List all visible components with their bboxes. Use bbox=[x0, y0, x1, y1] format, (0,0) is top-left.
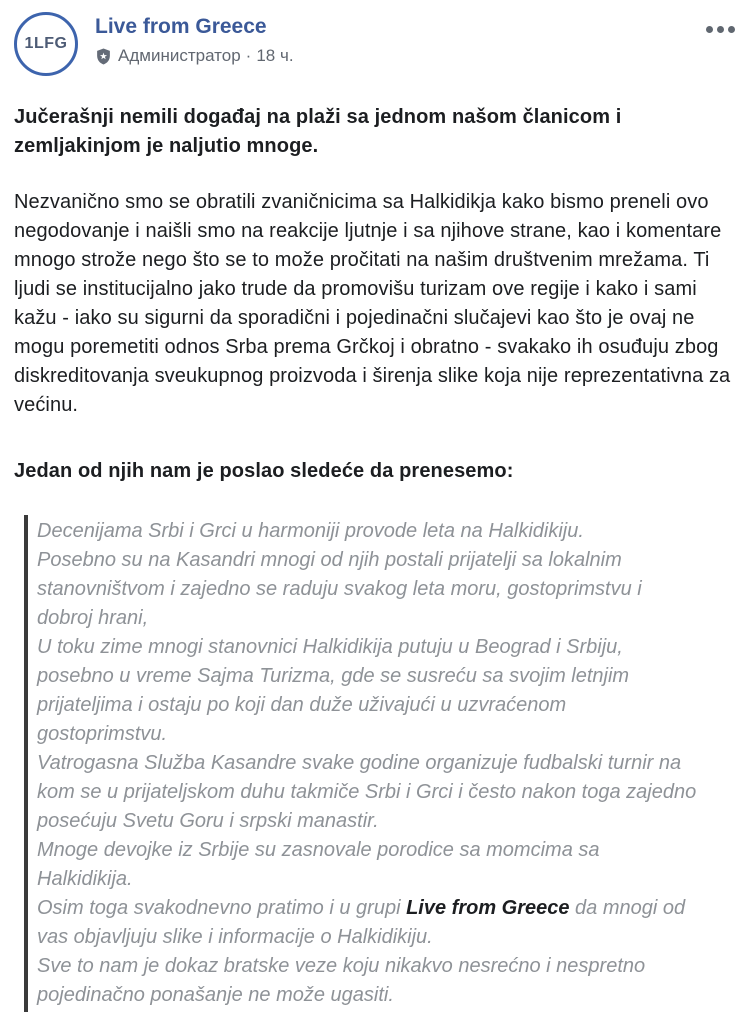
quote-line: Sve to nam je dokaz bratske veze koju nikakvo nesrećno i nespretno pojedinačno ponašanje ne može ugasiti. bbox=[37, 955, 646, 1006]
quote-line bbox=[37, 894, 740, 952]
quote-line-pre: Osim toga svakodnevno pratimo i u grupi bbox=[37, 897, 407, 919]
post-timestamp[interactable]: 18 ч. bbox=[256, 46, 294, 65]
quote-line: Posebno su na Kasandri mnogi od njih postali prijatelji sa lokalnim stanovništvom i zajedno se raduju svakog leta moru, gostoprimstvu i dobroj hrani, bbox=[37, 549, 642, 629]
quote-line: Decenijama Srbi i Grci u harmoniji provode leta na Halkidikiju. bbox=[37, 520, 584, 542]
post-meta bbox=[95, 46, 294, 66]
quoted-message bbox=[24, 515, 740, 1012]
quote-line: U toku zime mnogi stanovnici Halkidikija putuju u Beograd i Srbiju, posebno u vreme Sajma Turizma, gde se susreću sa svojim letnjim prijateljima i ostaju po koji dan duže uživajući u uzvraćenom gostoprimstvu. bbox=[37, 636, 630, 745]
post-intro-bold-text: Jučerašnji nemili događaj na plaži sa jednom našom članicom i zemljakinjom je naljutio mnoge. bbox=[14, 106, 622, 157]
meta-separator: · bbox=[245, 46, 252, 65]
post-header bbox=[14, 12, 740, 76]
quote-heading: Jedan od njih nam je poslao sledeće da prenesemo: bbox=[14, 460, 514, 482]
page-avatar[interactable] bbox=[14, 12, 78, 76]
group-name-bold: Live from Greece bbox=[406, 897, 570, 919]
page-name-link[interactable]: Live from Greece bbox=[95, 15, 267, 38]
post-paragraph: Nezvanično smo se obratili zvaničnicima sa Halkidikja kako bismo preneli ovo negodovanje i naišli smo na reakcije ljutnje i sa njihove strane, kao i komentare mnogo strože nego što se to može pročitati na našim društvenim mrežama. Ti ljudi se institucijalno jako trude da promovišu turizam ove regije i kako i sami kažu - iako su sigurni da sporadični i pojedinačni slučajevi kao što je ovaj ne mogu poremetiti odnos Srba prema Grčkoj i obratno - svakako ih osuđuju zbog diskreditovanja sveukupnog proizvoda i širenja slike koja nije reprezentativna za većinu. bbox=[14, 191, 731, 416]
admin-shield-icon bbox=[95, 48, 112, 65]
post-options-ellipsis-icon[interactable] bbox=[702, 22, 739, 37]
admin-role-label: Администратор bbox=[118, 46, 241, 65]
header-info bbox=[95, 12, 294, 66]
avatar-logo-text: 1LFG bbox=[24, 35, 68, 52]
quote-line: Vatrogasna Služba Kasandre svake godine organizuje fudbalski turnir na kom se u prijateljskom duhu takmiče Srbi i Grci i često nakon toga zajedno posećuju Svetu Goru i srpski manastir. bbox=[37, 752, 697, 832]
dot bbox=[728, 26, 735, 33]
dot bbox=[717, 26, 724, 33]
quote-line: Mnoge devojke iz Srbije su zasnovale porodice sa momcima sa Halkidikija. bbox=[37, 839, 600, 890]
dot bbox=[706, 26, 713, 33]
quote-line-post: da mnogi od vas objavljuju slike i informacije o Halkidikiju. bbox=[37, 897, 686, 948]
